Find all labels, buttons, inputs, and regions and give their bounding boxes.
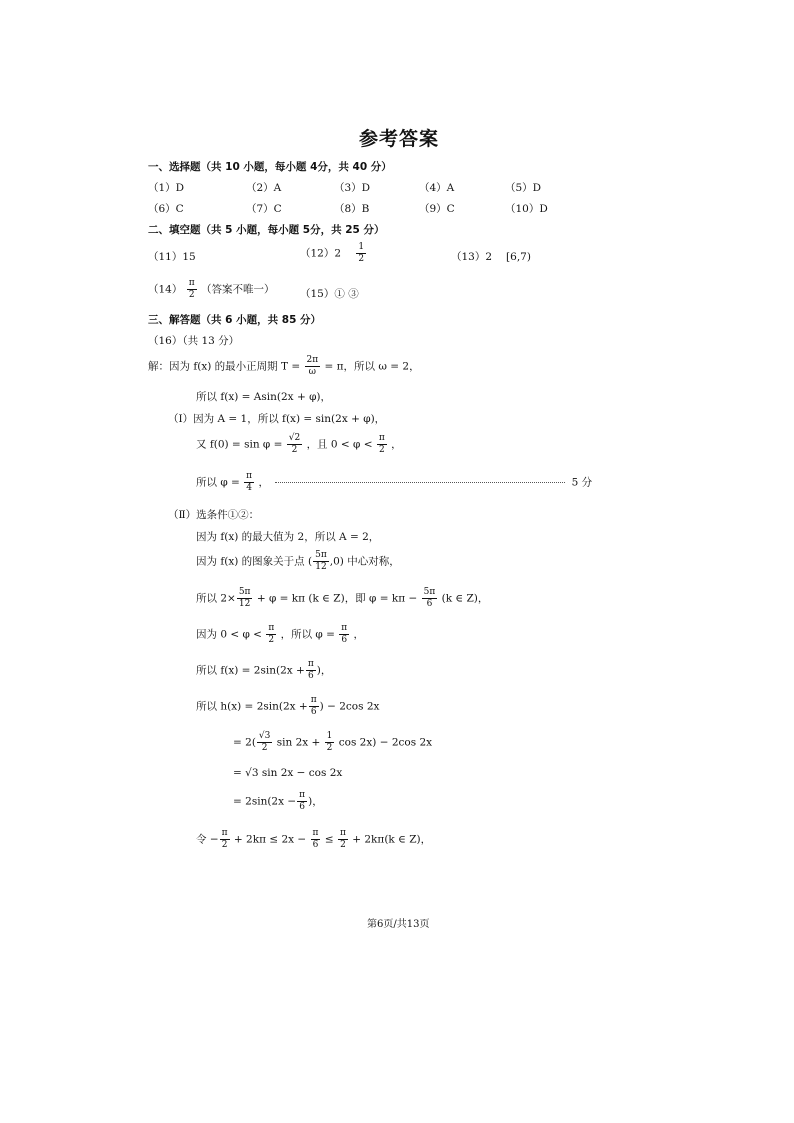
solution-line-11: 所以 f(x) = 2sin(2x + $\frac{\pi}{6}$ )，: [196, 659, 332, 681]
answer-7: （7）C: [246, 203, 282, 215]
solution-line-14: = √3 sin 2x − cos 2x: [233, 767, 343, 779]
answer-2: （2）A: [246, 182, 282, 194]
solution-line-8: 因为 f(x) 的图象关于点 ( $\frac{5\pi}{12}$ ,0) 中心对称，: [196, 550, 400, 572]
answer-9: （9）C: [419, 203, 455, 215]
solution-line-10: 因为 0 < φ < $\frac{\pi}{2}$ ，所以 φ = $\frac{\pi}{6}$ ，: [196, 623, 365, 645]
page-title: 参考答案: [359, 128, 440, 150]
answer-13: （13）2 [6,7): [451, 251, 531, 263]
answer-11: （11）15: [148, 251, 196, 263]
question-16-title: （16）（共 13 分）: [148, 335, 240, 347]
dotted-leader: [275, 482, 565, 483]
section-heading-solve: 三、解答题（共 6 小题，共 85 分）: [148, 314, 322, 326]
page-footer: 第6页/共13页: [367, 919, 430, 930]
solution-line-9: 所以 2× $\frac{5\pi}{12}$ + φ = kπ (k ∈ Z)，即 φ = kπ − $\frac{5\pi}{6}$ (k ∈ Z)，: [196, 587, 489, 609]
section-heading-fill: 二、填空题（共 5 小题，每小题 5分，共 25 分）: [148, 224, 385, 236]
solution-line-3: （Ⅰ）因为 A = 1，所以 f(x) = sin(2x + φ)，: [168, 413, 386, 425]
answer-12: （12）2 $\frac{1}{2}$: [300, 242, 365, 264]
answer-5: （5）D: [505, 182, 542, 194]
answer-10: （10）D: [505, 203, 548, 215]
solution-line-12: 所以 h(x) = 2sin(2x + $\frac{\pi}{6}$ ) − 2cos 2x: [196, 695, 380, 717]
answer-8: （8）B: [334, 203, 370, 215]
solution-line-13: = 2( $\frac{√3}{2}$ sin 2x + $\frac{1}{2}$ cos 2x) − 2cos 2x: [233, 731, 433, 753]
answer-1: （1）D: [148, 182, 185, 194]
solution-line-15: = 2sin(2x − $\frac{\pi}{6}$ )，: [233, 790, 323, 812]
answer-6: （6）C: [148, 203, 184, 215]
solution-line-5: 所以 φ = $\frac{\pi}{4}$ ， 5 分: [196, 471, 593, 493]
solution-line-4: 又 f(0) = sin φ = $\frac{√2}{2}$ ，且 0 < φ < $\frac{\pi}{2}$ ，: [196, 433, 402, 455]
answer-4: （4）A: [419, 182, 455, 194]
score-label: 5 分: [571, 476, 593, 489]
solution-line-16: 令 − $\frac{\pi}{2}$ + 2kπ ≤ 2x − $\frac{\pi}{6}$ ≤ $\frac{\pi}{2}$ + 2kπ(k ∈ Z)，: [196, 828, 432, 850]
solution-line-1: 解：因为 f(x) 的最小正周期 T = $\frac{2\pi}{\omega}$ = π，所以 ω = 2，: [148, 355, 420, 377]
answer-3: （3）D: [334, 182, 371, 194]
answer-14: （14） $\frac{\pi}{2}$ （答案不唯一）: [148, 278, 275, 300]
section-heading-choice: 一、选择题（共 10 小题，每小题 4分，共 40 分）: [148, 161, 392, 173]
solution-line-6: （Ⅱ）选条件①②：: [168, 509, 260, 521]
solution-line-7: 因为 f(x) 的最大值为 2，所以 A = 2，: [196, 531, 380, 543]
solution-line-2: 所以 f(x) = Asin(2x + φ)，: [196, 391, 332, 403]
answer-15: （15）① ③: [300, 288, 359, 300]
